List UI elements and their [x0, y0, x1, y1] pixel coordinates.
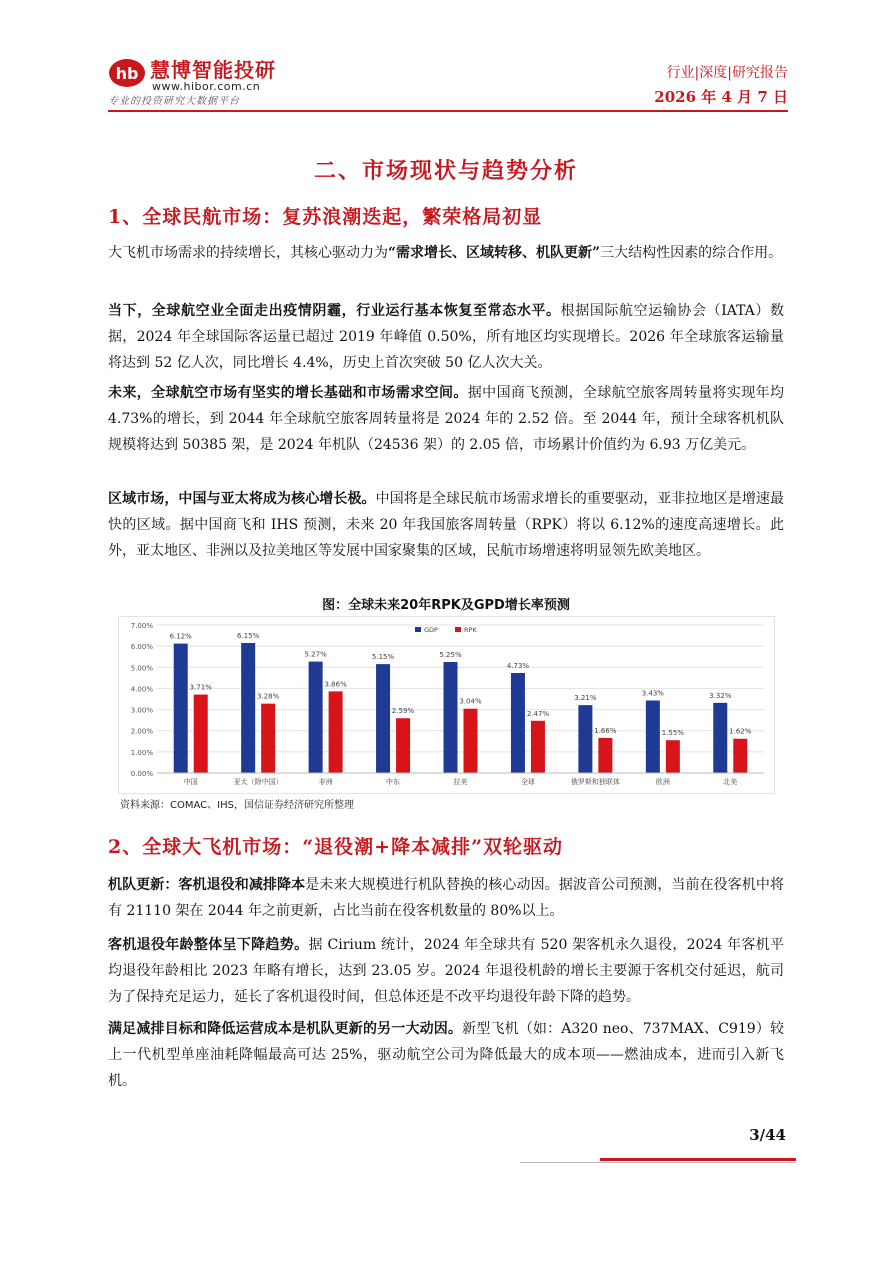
paragraph-5 — [108, 872, 784, 924]
paragraph-2-text: 根据国际航空运输协会（IATA）数据，2024 年全球国际客运量已超过 2019 年峰值 0.50%，所有地区均实现增长。2026 年全球旅客运输量将达到 52 亿人次，同比增长 4.4%，历史上首次突破 50 亿人次大关。 — [108, 303, 784, 371]
brand-name: 慧博智能投研 — [150, 58, 276, 82]
rpk-gdp-bar-chart — [119, 617, 774, 793]
svg-text:hb: hb — [115, 64, 139, 83]
bar-gdp — [444, 662, 458, 773]
y-tick-label: 2.00% — [130, 727, 153, 736]
bar-gdp — [646, 700, 660, 773]
data-label-rpk: 2.47% — [526, 709, 550, 718]
y-tick-label: 7.00% — [130, 622, 153, 630]
paragraph-5-text: 是未来大规模进行机队替换的核心动因。据波音公司预测，当前在役客机中将有 21110 架在 2044 年之前更新，占比当前在役客机数量的 80%以上。 — [108, 877, 785, 919]
bar-gdp — [511, 673, 525, 773]
x-tick-label: 亚太（除中国） — [233, 778, 283, 786]
brand-slogan: 专业的投资研究大数据平台 — [108, 96, 240, 107]
footer-divider-accent — [600, 1158, 796, 1161]
paragraph-6-text: 据 Cirium 统计，2024 年全球共有 520 架客机永久退役，2024 年客机平均退役年龄相比 2023 年略有增长，达到 23.05 岁。2024 年退役机龄的增长主要源于客机交付延迟，航司为了保持充足运力，延长了客机退役时间，但总体还是不改平均退役年龄下降的趋势。 — [108, 937, 784, 1005]
data-label-rpk: 2.59% — [391, 707, 415, 716]
paragraph-1-text-a: 大飞机市场需求的持续增长，其核心驱动力为 — [108, 245, 388, 261]
bar-rpk — [396, 718, 410, 773]
paragraph-1-bold: “需求增长、区域转移、机队更新” — [388, 245, 601, 261]
bar-rpk — [329, 691, 343, 773]
data-label-gdp: 3.32% — [709, 691, 732, 700]
bar-rpk — [598, 738, 612, 773]
bar-gdp — [578, 705, 592, 773]
hibor-logo-icon — [108, 58, 146, 88]
bar-rpk — [531, 721, 545, 773]
bar-gdp — [376, 664, 390, 773]
subsection-2-title: 2、全球大飞机市场：“退役潮+降本减排”双轮驱动 — [108, 836, 563, 858]
page-header — [108, 52, 788, 110]
chart-container — [118, 616, 775, 794]
bar-gdp — [241, 643, 255, 773]
x-tick-label: 中东 — [386, 778, 401, 786]
x-tick-label: 拉美 — [453, 778, 468, 786]
data-label-rpk: 1.62% — [729, 727, 752, 736]
paragraph-3 — [108, 380, 784, 458]
bar-gdp — [713, 703, 727, 773]
data-label-gdp: 3.21% — [574, 694, 597, 703]
data-label-gdp: 5.25% — [439, 651, 462, 659]
bar-rpk — [261, 704, 275, 773]
data-label-gdp: 6.15% — [237, 631, 260, 640]
paragraph-1-text-c: 三大结构性因素的综合作用。 — [600, 245, 783, 261]
bar-rpk — [666, 740, 680, 773]
bar-gdp — [309, 662, 323, 773]
data-label-rpk: 3.86% — [324, 680, 347, 689]
y-tick-label: 1.00% — [130, 748, 153, 757]
paragraph-6-bold: 客机退役年龄整体呈下降趋势。 — [108, 937, 309, 953]
paragraph-7-bold: 满足减排目标和降低运营成本是机队更新的另一大动因。 — [108, 1021, 463, 1037]
paragraph-6 — [108, 932, 784, 1010]
bar-rpk — [733, 739, 747, 773]
brand-url: www.hibor.com.cn — [152, 80, 261, 93]
x-tick-label: 北美 — [723, 778, 738, 786]
y-tick-label: 0.00% — [130, 770, 153, 778]
paragraph-7 — [108, 1016, 784, 1094]
legend-label-rpk: RPK — [464, 626, 477, 634]
data-label-gdp: 6.12% — [169, 632, 192, 641]
footer-divider — [520, 1162, 796, 1163]
section-title: 二、市场现状与趋势分析 — [313, 158, 578, 184]
legend-swatch-rpk — [455, 627, 461, 632]
x-tick-label: 全球 — [520, 778, 535, 786]
bar-rpk — [464, 709, 478, 773]
bar-rpk — [194, 695, 208, 773]
x-tick-label: 中国 — [183, 778, 198, 786]
y-tick-label: 6.00% — [130, 643, 153, 652]
data-label-gdp: 4.73% — [506, 661, 530, 670]
y-tick-label: 3.00% — [130, 706, 153, 715]
legend-swatch-gdp — [415, 627, 421, 632]
y-tick-label: 5.00% — [130, 664, 153, 673]
paragraph-2-bold: 当下，全球航空业全面走出疫情阴霾，行业运行基本恢复至常态水平。 — [108, 303, 561, 319]
paragraph-2 — [108, 298, 784, 376]
data-label-rpk: 3.71% — [189, 683, 212, 692]
paragraph-4 — [108, 486, 784, 564]
paragraph-4-text: 中国将是全球民航市场需求增长的重要驱动，亚非拉地区是增速最快的区域。据中国商飞和 IHS 预测，未来 20 年我国旅客周转量（RPK）将以 6.12%的速度高速增长。此外，亚太地区、非洲以及拉美地区等发展中国家聚集的区域，民航市场增速将明显领先欧美地区。 — [108, 491, 785, 559]
paragraph-5-bold: 机队更新：客机退役和减排降本 — [108, 877, 306, 893]
header-divider — [108, 110, 788, 112]
data-label-rpk: 1.66% — [594, 726, 617, 735]
x-tick-label: 非洲 — [318, 778, 333, 786]
paragraph-4-bold: 区域市场，中国与亚太将成为核心增长极。 — [108, 491, 376, 507]
report-type: 行业|深度|研究报告 — [666, 65, 788, 81]
data-label-gdp: 3.43% — [641, 689, 664, 698]
page-number: 3/44 — [749, 1126, 786, 1144]
legend-label-gdp: GDP — [424, 626, 438, 634]
paragraph-3-bold: 未来，全球航空市场有坚实的增长基础和市场需求空间。 — [108, 385, 468, 401]
data-label-gdp: 5.27% — [304, 650, 327, 659]
y-tick-label: 4.00% — [130, 685, 153, 694]
figure-source: 资料来源：COMAC、IHS，国信证券经济研究所整理 — [120, 800, 354, 811]
subsection-1-title: 1、全球民航市场：复苏浪潮迭起，繁荣格局初显 — [108, 206, 543, 228]
data-label-rpk: 3.28% — [257, 692, 280, 701]
data-label-rpk: 1.55% — [661, 729, 684, 738]
figure-title: 图：全球未来20年RPK及GPD增长率预测 — [322, 598, 570, 613]
report-date: 2026 年 4 月 7 日 — [654, 88, 788, 106]
data-label-rpk: 3.04% — [459, 697, 482, 706]
data-label-gdp: 5.15% — [371, 653, 395, 662]
bar-gdp — [174, 644, 188, 773]
x-tick-label: 俄罗斯和独联体 — [570, 778, 620, 786]
x-tick-label: 欧洲 — [655, 778, 670, 786]
paragraph-3-text: 据中国商飞预测，全球航空旅客周转量将实现年均 4.73%的增长，到 2044 年全球航空旅客周转量将是 2024 年的 2.52 倍。至 2044 年，预计全球客机机队规模将达到 50385 架，是 2024 年机队（24536 架）的 2.05 倍，市场累计价值约为 6.93 万亿美元。 — [108, 385, 784, 453]
paragraph-1 — [108, 240, 784, 266]
paragraph-7-text: 新型飞机（如：A320 neo、737MAX、C919）较上一代机型单座油耗降幅最高可达 25%，驱动航空公司为降低最大的成本项——燃油成本，进而引入新飞机。 — [108, 1021, 784, 1089]
